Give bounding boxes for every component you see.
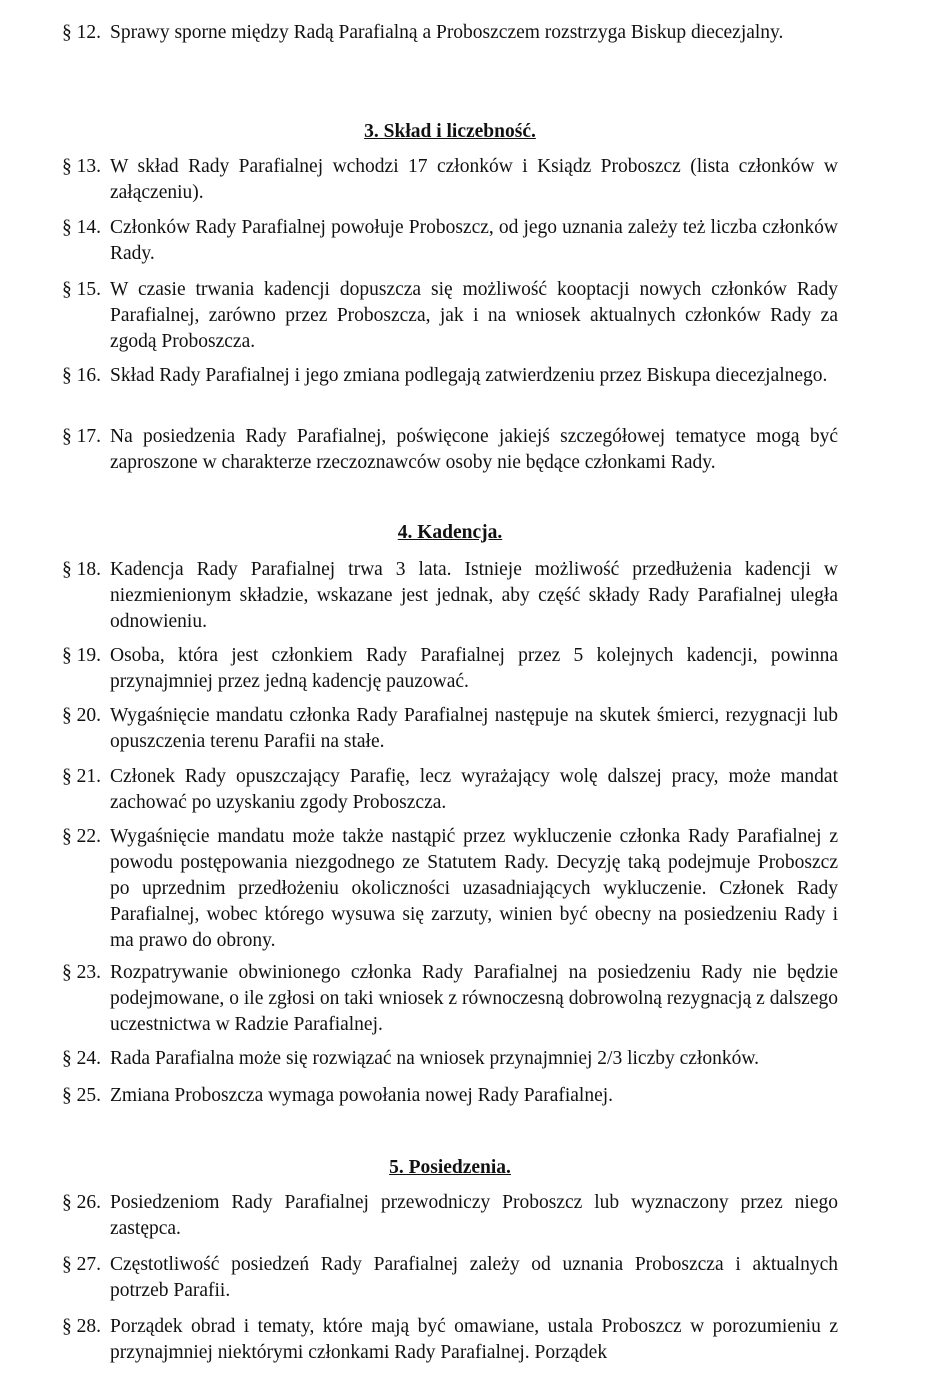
paragraph-27 [62, 1252, 838, 1304]
paragraph-text: W czasie trwania kadencji dopuszcza się możliwość kooptacji nowych członków Rady Parafialnej, zarówno przez Proboszcza, jak i na wniosek aktualnych członków Rady za zgodą Proboszcza. [110, 279, 838, 352]
section-heading-sklad: 3. Skład i liczebność. [364, 121, 536, 142]
paragraph-text: Skład Rady Parafialnej i jego zmiana podlegają zatwierdzeniu przez Biskupa diecezjalnego. [110, 365, 828, 386]
paragraph-text: W skład Rady Parafialnej wchodzi 17 członków i Ksiądz Proboszcz (lista członków w załączeniu). [110, 156, 838, 203]
paragraph-17 [62, 424, 838, 476]
paragraph-number: § 28. [62, 1316, 101, 1337]
paragraph-text: Sprawy sporne między Radą Parafialną a Proboszczem rozstrzyga Biskup diecezjalny. [110, 22, 784, 43]
paragraph-26 [62, 1190, 838, 1242]
paragraph-23 [62, 960, 838, 1038]
paragraph-24 [62, 1046, 838, 1072]
paragraph-22 [62, 824, 838, 954]
paragraph-25 [62, 1083, 838, 1109]
paragraph-text: Kadencja Rady Parafialnej trwa 3 lata. Istnieje możliwość przedłużenia kadencji w niezmienionym składzie, wskazane jest jednak, aby część składy Rady Parafialnej uległa odnowieniu. [110, 559, 838, 632]
paragraph-number: § 25. [62, 1085, 101, 1106]
paragraph-number: § 14. [62, 217, 101, 238]
paragraph-number: § 23. [62, 962, 101, 983]
paragraph-text: Posiedzeniom Rady Parafialnej przewodniczy Proboszcz lub wyznaczony przez niego zastępca. [110, 1192, 838, 1239]
paragraph-number: § 18. [62, 559, 101, 580]
paragraph-number: § 13. [62, 156, 101, 177]
paragraph-text: Częstotliwość posiedzeń Rady Parafialnej zależy od uznania Proboszcza i aktualnych potrzeb Parafii. [110, 1254, 838, 1301]
section-heading-kadencja: 4. Kadencja. [397, 522, 503, 543]
paragraph-text: Członków Rady Parafialnej powołuje Proboszcz, od jego uznania zależy też liczba członków Rady. [110, 217, 838, 264]
paragraph-15 [62, 277, 838, 355]
paragraph-number: § 27. [62, 1254, 101, 1275]
section-heading-posiedzenia: 5. Posiedzenia. [389, 1157, 511, 1178]
paragraph-21 [62, 764, 838, 816]
paragraph-number: § 24. [62, 1048, 101, 1069]
paragraph-text: Osoba, która jest członkiem Rady Parafialnej przez 5 kolejnych kadencji, powinna przynajmniej przez jedną kadencję pauzować. [110, 645, 838, 692]
paragraph-text: Rada Parafialna może się rozwiązać na wniosek przynajmniej 2/3 liczby członków. [110, 1048, 760, 1069]
paragraph-number: § 19. [62, 645, 101, 666]
paragraph-19 [62, 643, 838, 695]
paragraph-text: Członek Rady opuszczający Parafię, lecz wyrażający wolę dalszej pracy, może mandat zachować po uzyskaniu zgody Proboszcza. [110, 766, 838, 813]
paragraph-13 [62, 154, 838, 206]
paragraph-14 [62, 215, 838, 267]
paragraph-number: § 16. [62, 365, 101, 386]
paragraph-18 [62, 557, 838, 635]
paragraph-text: Wygaśnięcie mandatu może także nastąpić przez wykluczenie członka Rady Parafialnej z powodu postępowania niezgodnego ze Statutem Rady. Decyzję taką podejmuje Proboszcz po uprzednim przedłożeniu okoliczności uzasadniających wykluczenie. Członek Rady Parafialnej, wobec którego wysuwa się zarzuty, winien być obecny na posiedzeniu Rady i ma prawo do obrony. [110, 826, 838, 951]
paragraph-number: § 21. [62, 766, 101, 787]
paragraph-text: Rozpatrywanie obwinionego członka Rady Parafialnej na posiedzeniu Rady nie będzie podejmowane, o ile zgłosi on taki wniosek z równoczesną dobrowolną rezygnacją z dalszego uczestnictwa w Radzie Parafialnej. [110, 962, 838, 1035]
paragraph-number: § 15. [62, 279, 101, 300]
paragraph-number: § 26. [62, 1192, 101, 1213]
paragraph-number: § 20. [62, 705, 101, 726]
paragraph-number: § 12. [62, 22, 101, 43]
paragraph-12 [62, 20, 838, 46]
paragraph-number: § 22. [62, 826, 101, 847]
paragraph-16 [62, 363, 838, 389]
paragraph-text: Porządek obrad i tematy, które mają być omawiane, ustala Proboszcz w porozumieniu z przynajmniej niektórymi członkami Rady Parafialnej. Porządek [110, 1316, 838, 1363]
paragraph-text: Zmiana Proboszcza wymaga powołania nowej Rady Parafialnej. [110, 1085, 614, 1106]
paragraph-text: Wygaśnięcie mandatu członka Rady Parafialnej następuje na skutek śmierci, rezygnacji lub opuszczenia terenu Parafii na stałe. [110, 705, 838, 752]
paragraph-number: § 17. [62, 426, 101, 447]
paragraph-20 [62, 703, 838, 755]
paragraph-text: Na posiedzenia Rady Parafialnej, poświęcone jakiejś szczegółowej tematyce mogą być zaproszone w charakterze rzeczoznawców osoby nie będące członkami Rady. [110, 426, 838, 473]
paragraph-28 [62, 1314, 838, 1366]
